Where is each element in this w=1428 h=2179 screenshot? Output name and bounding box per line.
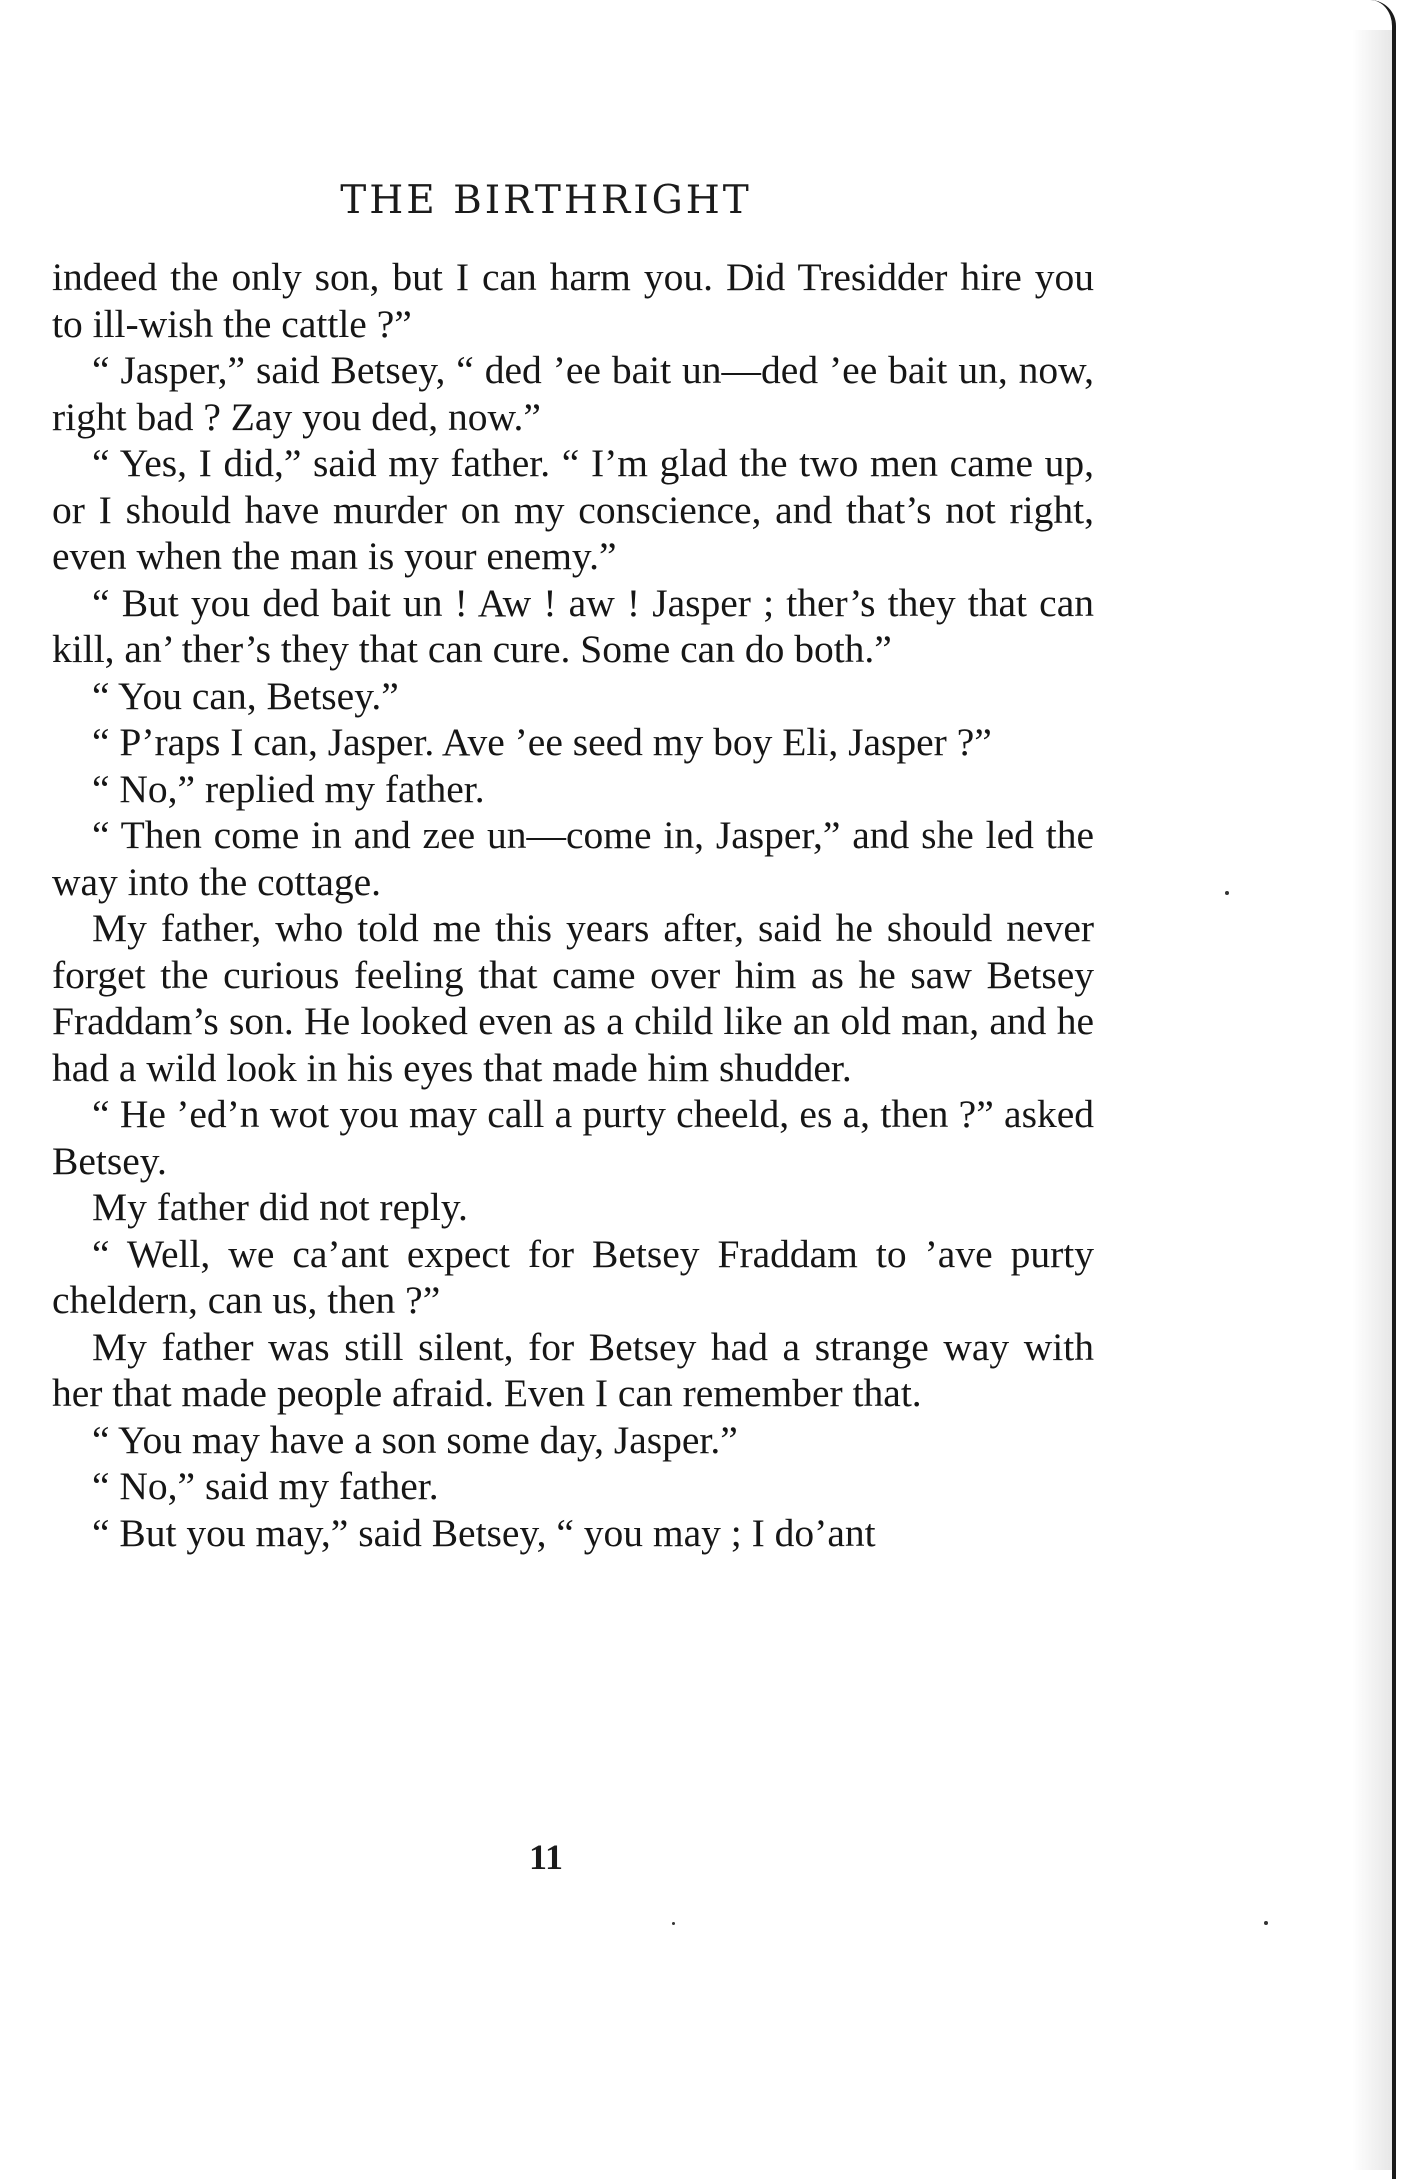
ink-speck <box>1225 891 1229 895</box>
paragraph: “ P’raps I can, Jasper. Ave ’ee seed my boy Eli, Jasper ?” <box>92 720 992 764</box>
paragraph: My father, who told me this years after, said he should never forget the curious feeling that came over him as he saw Betsey Fraddam’s son. He looked even as a child like an old man, and he had a wild look in his eyes that made him shudder. <box>52 906 1094 1090</box>
page-number: 11 <box>528 1837 563 1877</box>
paragraph: My father was still silent, for Betsey had a strange way with her that made people afraid. Even I can remember that. <box>52 1324 1094 1415</box>
paragraph: “ No,” replied my father. <box>92 766 485 811</box>
paragraph: “ You can, Betsey.” <box>92 673 399 718</box>
body-text <box>52 254 1094 1556</box>
ink-speck <box>1264 1921 1268 1925</box>
ink-speck <box>672 1922 675 1925</box>
paragraph: “ Well, we ca’ant expect for Betsey Fraddam to ’ave purty cheldern, can us, then ?” <box>52 1231 1094 1322</box>
paragraph: “ You may have a son some day, Jasper.” <box>92 1417 738 1462</box>
paragraph: My father did not reply. <box>92 1185 468 1229</box>
page-edge-shadow <box>1352 30 1392 2170</box>
paragraph: “ Yes, I did,” said my father. “ I’m glad the two men came up, or I should have murder on my conscience, and that’s not right, even when the man is your enemy.” <box>52 441 1094 578</box>
paragraph: indeed the only son, but I can harm you. Did Tresidder hire you to ill-wish the cattle ?” <box>52 255 1094 346</box>
paragraph: “ No,” said my father. <box>92 1464 439 1508</box>
paragraph: “ Then come in and zee un—come in, Jasper,” and she led the way into the cottage. <box>52 813 1094 904</box>
paragraph: “ But you ded bait un ! Aw ! aw ! Jasper ; ther’s they that can kill, an’ ther’s they that can cure. Some can do both.” <box>52 580 1094 671</box>
paragraph: “ Jasper,” said Betsey, “ ded ’ee bait un—ded ’ee bait un, now, right bad ? Zay you ded, now.” <box>52 348 1094 439</box>
paragraph: “ He ’ed’n wot you may call a purty cheeld, es a, then ?” asked Betsey. <box>52 1092 1094 1183</box>
running-head: THE BIRTHRIGHT <box>340 178 752 223</box>
paragraph: “ But you may,” said Betsey, “ you may ; I do’ant <box>92 1510 876 1555</box>
